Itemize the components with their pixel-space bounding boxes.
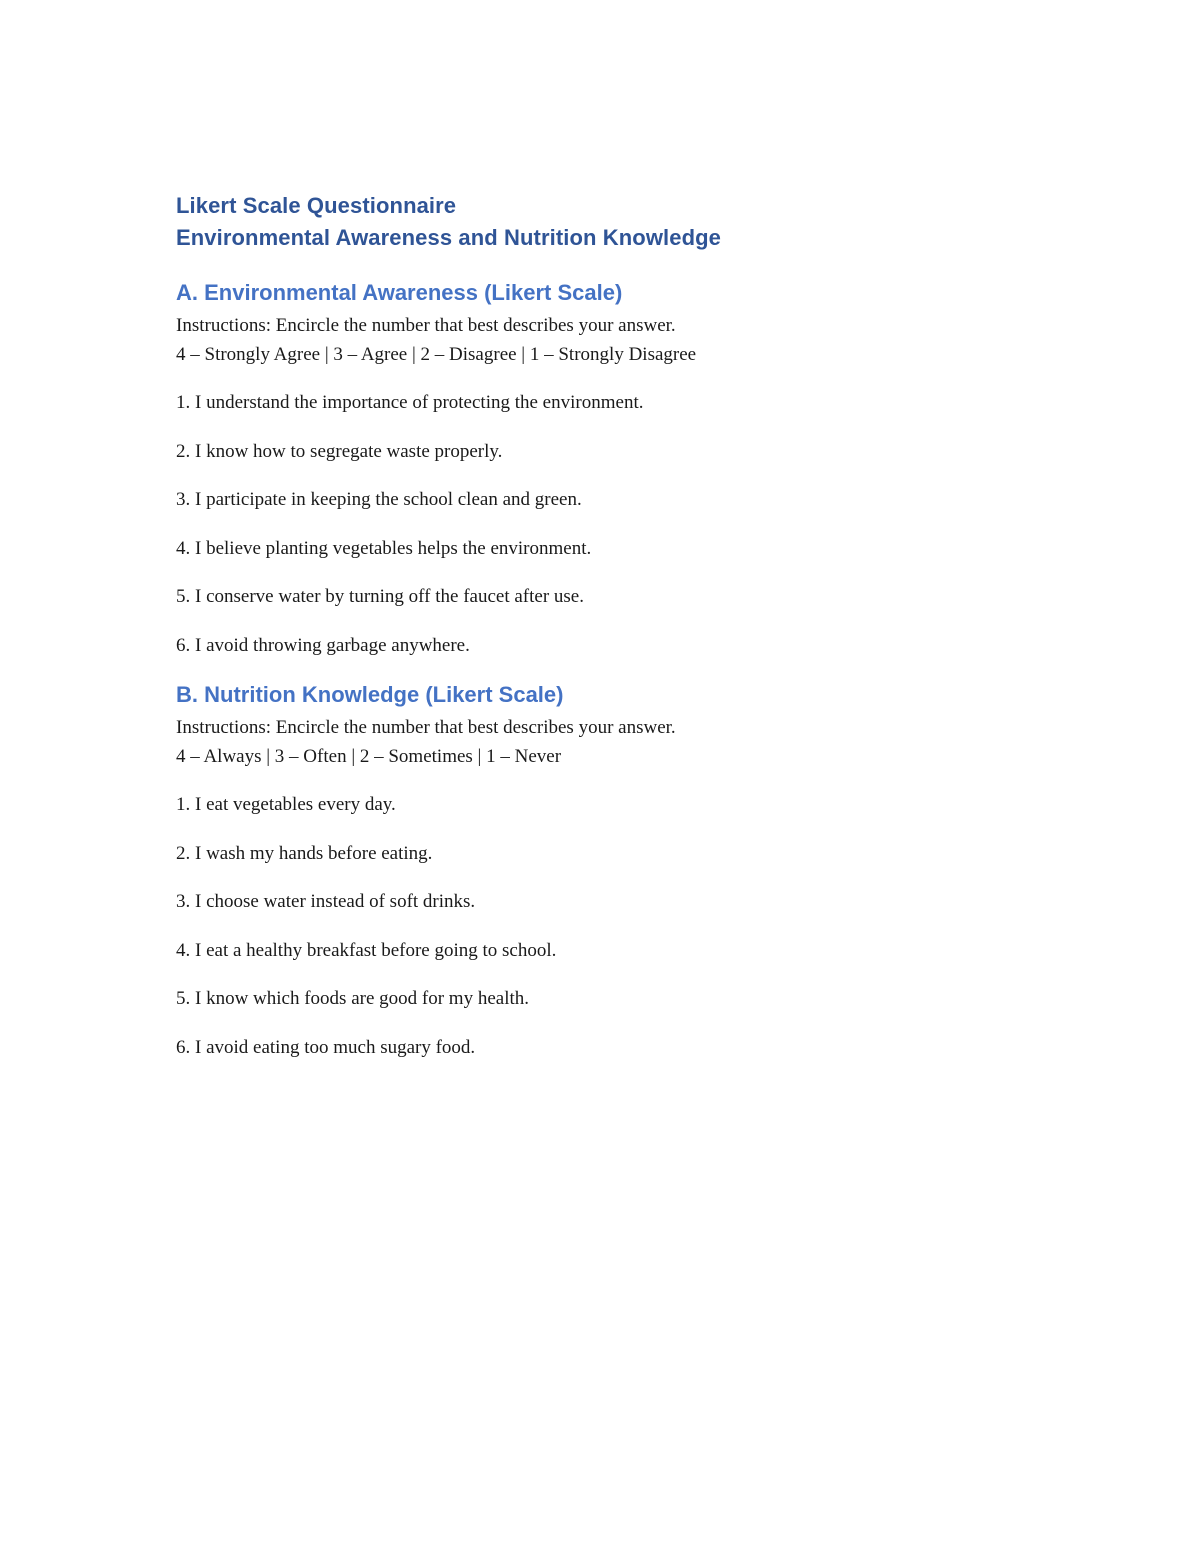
section-a-instructions: Instructions: Encircle the number that best describes your answer. <box>176 315 676 336</box>
section-a-scale-legend: 4 – Strongly Agree | 3 – Agree | 2 – Disagree | 1 – Strongly Disagree <box>176 344 697 365</box>
section-b-item: 2. I wash my hands before eating. <box>176 842 433 864</box>
section-b-item-list <box>176 790 1036 1062</box>
section-a-item: 6. I avoid throwing garbage anywhere. <box>176 634 470 656</box>
section-a-item: 1. I understand the importance of protecting the environment. <box>176 392 644 413</box>
section-b-instructions: Instructions: Encircle the number that best describes your answer. <box>176 717 676 738</box>
section-a-item: 3. I participate in keeping the school clean and green. <box>176 489 582 510</box>
section-b-item: 5. I know which foods are good for my health. <box>176 988 530 1009</box>
section-a-item-list <box>176 388 1036 660</box>
document-body <box>176 190 1036 1081</box>
section-a-item: 4. I believe planting vegetables helps the environment. <box>176 537 592 559</box>
section-b-item: 3. I choose water instead of soft drinks. <box>176 891 476 912</box>
section-b-item: 6. I avoid eating too much sugary food. <box>176 1036 476 1058</box>
section-a-item: 2. I know how to segregate waste properly. <box>176 440 503 462</box>
section-b-item: 4. I eat a healthy breakfast before going to school. <box>176 939 557 961</box>
section-a-item: 5. I conserve water by turning off the faucet after use. <box>176 586 584 607</box>
document-subtitle: Environmental Awareness and Nutrition Knowledge <box>176 225 722 250</box>
section-b-heading: B. Nutrition Knowledge (Likert Scale) <box>176 682 564 707</box>
section-b-scale-legend: 4 – Always | 3 – Often | 2 – Sometimes | 1 – Never <box>176 746 562 767</box>
section-a-heading: A. Environmental Awareness (Likert Scale) <box>176 280 623 305</box>
section-b-item: 1. I eat vegetables every day. <box>176 794 396 815</box>
document-title: Likert Scale Questionnaire <box>176 193 457 218</box>
